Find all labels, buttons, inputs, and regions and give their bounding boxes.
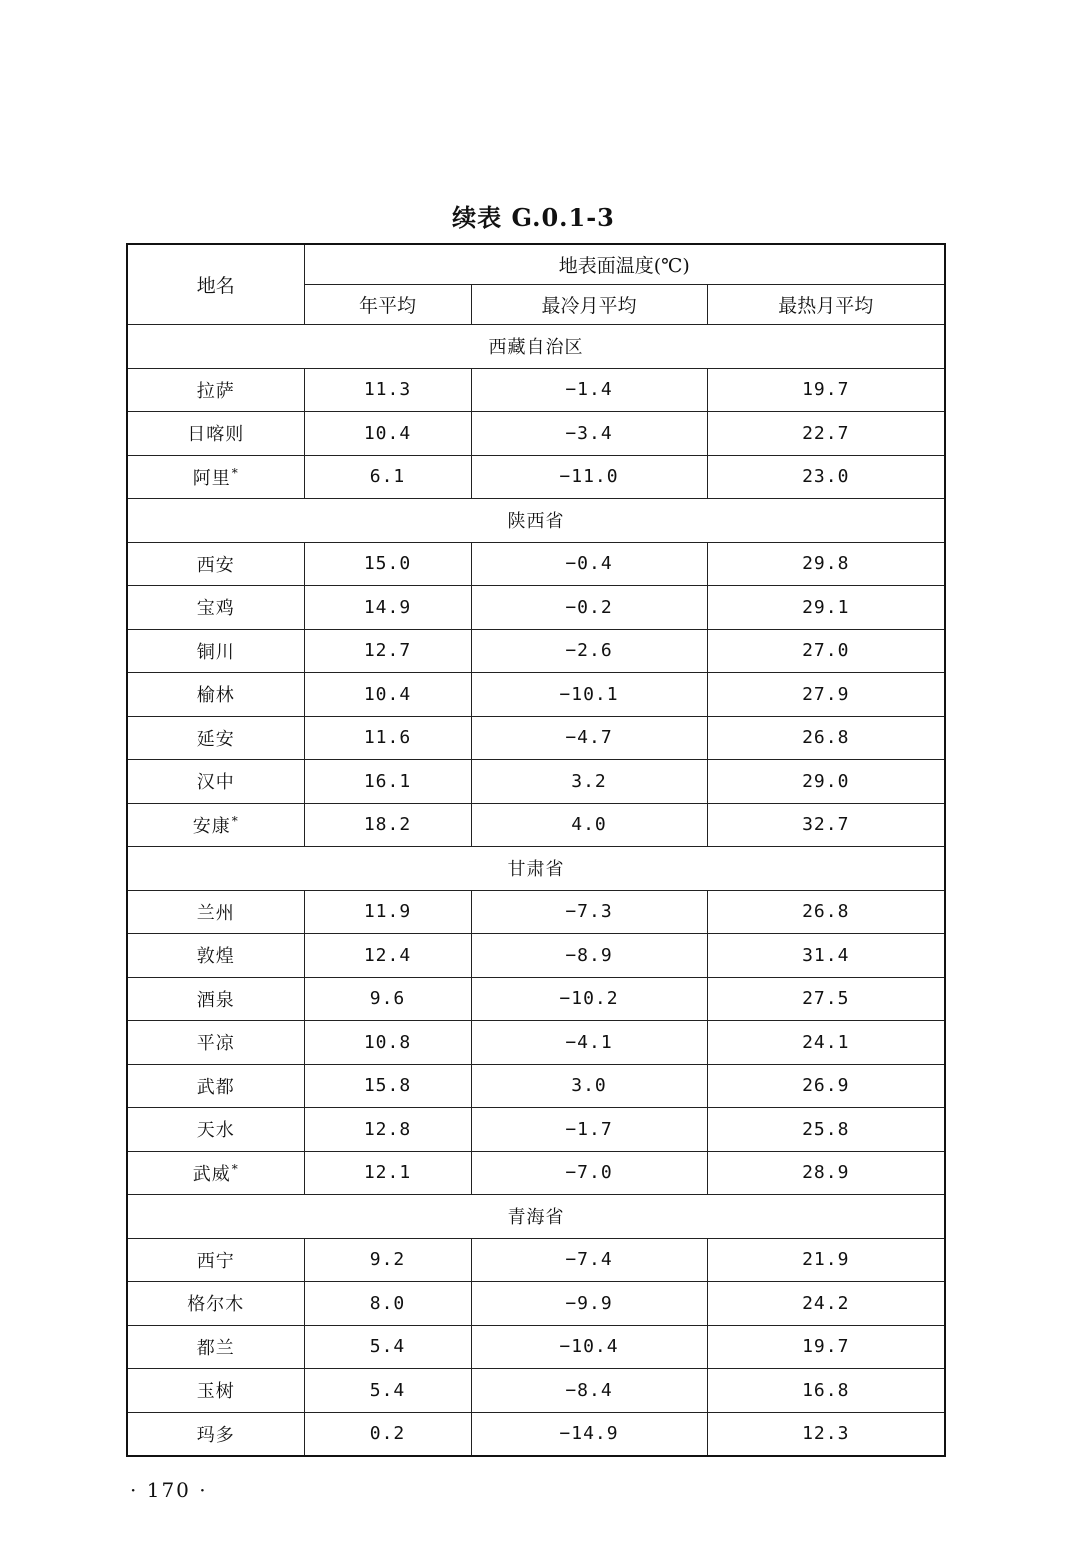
place-cell <box>127 1064 304 1108</box>
coldest-cell: −7.4 <box>471 1238 707 1282</box>
section-row <box>127 499 945 543</box>
table-row <box>127 368 945 412</box>
coldest-cell: −0.2 <box>471 586 707 630</box>
section-row <box>127 1195 945 1239</box>
place-cell <box>127 934 304 978</box>
place-name: 西安 <box>196 554 235 576</box>
coldest-cell: 3.0 <box>471 1064 707 1108</box>
surface-temperature-table <box>126 243 946 1457</box>
place-name: 玉树 <box>196 1381 235 1403</box>
place-cell <box>127 1282 304 1326</box>
annual-cell: 15.0 <box>304 542 471 586</box>
table-body <box>127 325 945 1457</box>
annual-cell: 15.8 <box>304 1064 471 1108</box>
annual-cell: 11.6 <box>304 716 471 760</box>
annual-cell: 12.8 <box>304 1108 471 1152</box>
table-row <box>127 629 945 673</box>
hottest-cell: 19.7 <box>707 1325 945 1369</box>
table-row <box>127 1282 945 1326</box>
place-cell <box>127 716 304 760</box>
place-name: 格尔木 <box>187 1294 245 1316</box>
header-annual: 年平均 <box>304 285 471 325</box>
table-title: 续表 G.0.1-3 <box>452 203 615 232</box>
place-cell <box>127 1151 304 1195</box>
place-name: 西宁 <box>196 1250 235 1272</box>
section-title: 青海省 <box>127 1195 945 1239</box>
hottest-cell: 32.7 <box>707 803 945 847</box>
header-coldest: 最冷月平均 <box>471 285 707 325</box>
coldest-cell: −8.4 <box>471 1369 707 1413</box>
place-name: 武都 <box>196 1076 235 1098</box>
hottest-cell: 27.5 <box>707 977 945 1021</box>
place-name: 兰州 <box>196 902 235 924</box>
place-cell <box>127 1021 304 1065</box>
annual-cell: 6.1 <box>304 455 471 499</box>
place-name: 汉中 <box>196 772 235 794</box>
coldest-cell: −11.0 <box>471 455 707 499</box>
annual-cell: 10.4 <box>304 673 471 717</box>
annual-cell: 11.3 <box>304 368 471 412</box>
hottest-cell: 24.2 <box>707 1282 945 1326</box>
place-cell <box>127 368 304 412</box>
annual-cell: 11.9 <box>304 890 471 934</box>
place-cell <box>127 412 304 456</box>
hottest-cell: 16.8 <box>707 1369 945 1413</box>
place-name: 都兰 <box>196 1337 235 1359</box>
place-cell <box>127 977 304 1021</box>
table-row <box>127 1151 945 1195</box>
table-row <box>127 1412 945 1456</box>
table-row <box>127 716 945 760</box>
place-name: 宝鸡 <box>196 598 235 620</box>
table-container <box>126 243 944 1457</box>
hottest-cell: 31.4 <box>707 934 945 978</box>
place-cell <box>127 1325 304 1369</box>
table-row <box>127 1238 945 1282</box>
place-cell <box>127 1412 304 1456</box>
coldest-cell: −9.9 <box>471 1282 707 1326</box>
coldest-cell: −10.4 <box>471 1325 707 1369</box>
place-name: 铜川 <box>196 641 235 663</box>
hottest-cell: 29.8 <box>707 542 945 586</box>
header-row-1 <box>127 244 945 285</box>
annual-cell: 12.4 <box>304 934 471 978</box>
place-name: 阿里 <box>192 467 231 489</box>
page-number: · 170 · <box>130 1478 208 1502</box>
table-row <box>127 760 945 804</box>
hottest-cell: 21.9 <box>707 1238 945 1282</box>
table-row <box>127 977 945 1021</box>
header-group: 地表面温度(℃) <box>304 244 945 285</box>
coldest-cell: −14.9 <box>471 1412 707 1456</box>
place-cell <box>127 542 304 586</box>
coldest-cell: −10.2 <box>471 977 707 1021</box>
place-name: 天水 <box>196 1120 235 1142</box>
table-row <box>127 586 945 630</box>
section-title: 西藏自治区 <box>127 325 945 369</box>
table-row <box>127 890 945 934</box>
footnote-mark: * <box>231 465 239 480</box>
header-place: 地名 <box>127 244 304 325</box>
table-row <box>127 1325 945 1369</box>
table-row <box>127 1021 945 1065</box>
hottest-cell: 27.9 <box>707 673 945 717</box>
coldest-cell: −3.4 <box>471 412 707 456</box>
place-name: 敦煌 <box>196 946 235 968</box>
place-name: 榆林 <box>196 685 235 707</box>
table-row <box>127 673 945 717</box>
hottest-cell: 26.9 <box>707 1064 945 1108</box>
annual-cell: 12.7 <box>304 629 471 673</box>
place-cell <box>127 629 304 673</box>
footnote-mark: * <box>231 1161 239 1176</box>
hottest-cell: 26.8 <box>707 716 945 760</box>
table-row <box>127 1108 945 1152</box>
hottest-cell: 26.8 <box>707 890 945 934</box>
annual-cell: 9.6 <box>304 977 471 1021</box>
table-row <box>127 542 945 586</box>
footnote-mark: * <box>231 813 239 828</box>
section-title: 陕西省 <box>127 499 945 543</box>
table-row <box>127 803 945 847</box>
coldest-cell: −2.6 <box>471 629 707 673</box>
place-cell <box>127 1238 304 1282</box>
hottest-cell: 19.7 <box>707 368 945 412</box>
place-cell <box>127 673 304 717</box>
place-name: 酒泉 <box>196 989 235 1011</box>
coldest-cell: −7.3 <box>471 890 707 934</box>
hottest-cell: 28.9 <box>707 1151 945 1195</box>
place-name: 拉萨 <box>196 380 235 402</box>
place-cell <box>127 586 304 630</box>
coldest-cell: −7.0 <box>471 1151 707 1195</box>
annual-cell: 16.1 <box>304 760 471 804</box>
coldest-cell: −1.4 <box>471 368 707 412</box>
coldest-cell: −4.1 <box>471 1021 707 1065</box>
coldest-cell: −0.4 <box>471 542 707 586</box>
coldest-cell: −1.7 <box>471 1108 707 1152</box>
annual-cell: 5.4 <box>304 1369 471 1413</box>
hottest-cell: 29.0 <box>707 760 945 804</box>
hottest-cell: 25.8 <box>707 1108 945 1152</box>
place-cell <box>127 1369 304 1413</box>
annual-cell: 9.2 <box>304 1238 471 1282</box>
section-row <box>127 325 945 369</box>
annual-cell: 8.0 <box>304 1282 471 1326</box>
table-row <box>127 1064 945 1108</box>
annual-cell: 0.2 <box>304 1412 471 1456</box>
hottest-cell: 27.0 <box>707 629 945 673</box>
section-title: 甘肃省 <box>127 847 945 891</box>
hottest-cell: 12.3 <box>707 1412 945 1456</box>
place-cell <box>127 455 304 499</box>
place-name: 武威 <box>192 1163 231 1185</box>
hottest-cell: 23.0 <box>707 455 945 499</box>
annual-cell: 5.4 <box>304 1325 471 1369</box>
hottest-cell: 29.1 <box>707 586 945 630</box>
annual-cell: 18.2 <box>304 803 471 847</box>
coldest-cell: 4.0 <box>471 803 707 847</box>
place-name: 安康 <box>192 815 231 837</box>
place-name: 玛多 <box>196 1424 235 1446</box>
annual-cell: 14.9 <box>304 586 471 630</box>
place-cell <box>127 890 304 934</box>
section-row <box>127 847 945 891</box>
table-row <box>127 455 945 499</box>
table-header <box>127 244 945 325</box>
coldest-cell: −8.9 <box>471 934 707 978</box>
annual-cell: 12.1 <box>304 1151 471 1195</box>
place-name: 平凉 <box>196 1033 235 1055</box>
annual-cell: 10.4 <box>304 412 471 456</box>
table-row <box>127 412 945 456</box>
coldest-cell: −10.1 <box>471 673 707 717</box>
place-cell <box>127 1108 304 1152</box>
place-cell <box>127 760 304 804</box>
coldest-cell: 3.2 <box>471 760 707 804</box>
hottest-cell: 24.1 <box>707 1021 945 1065</box>
coldest-cell: −4.7 <box>471 716 707 760</box>
header-hottest: 最热月平均 <box>707 285 945 325</box>
table-row <box>127 1369 945 1413</box>
hottest-cell: 22.7 <box>707 412 945 456</box>
table-row <box>127 934 945 978</box>
annual-cell: 10.8 <box>304 1021 471 1065</box>
place-name: 日喀则 <box>187 424 245 446</box>
place-cell <box>127 803 304 847</box>
place-name: 延安 <box>196 728 235 750</box>
